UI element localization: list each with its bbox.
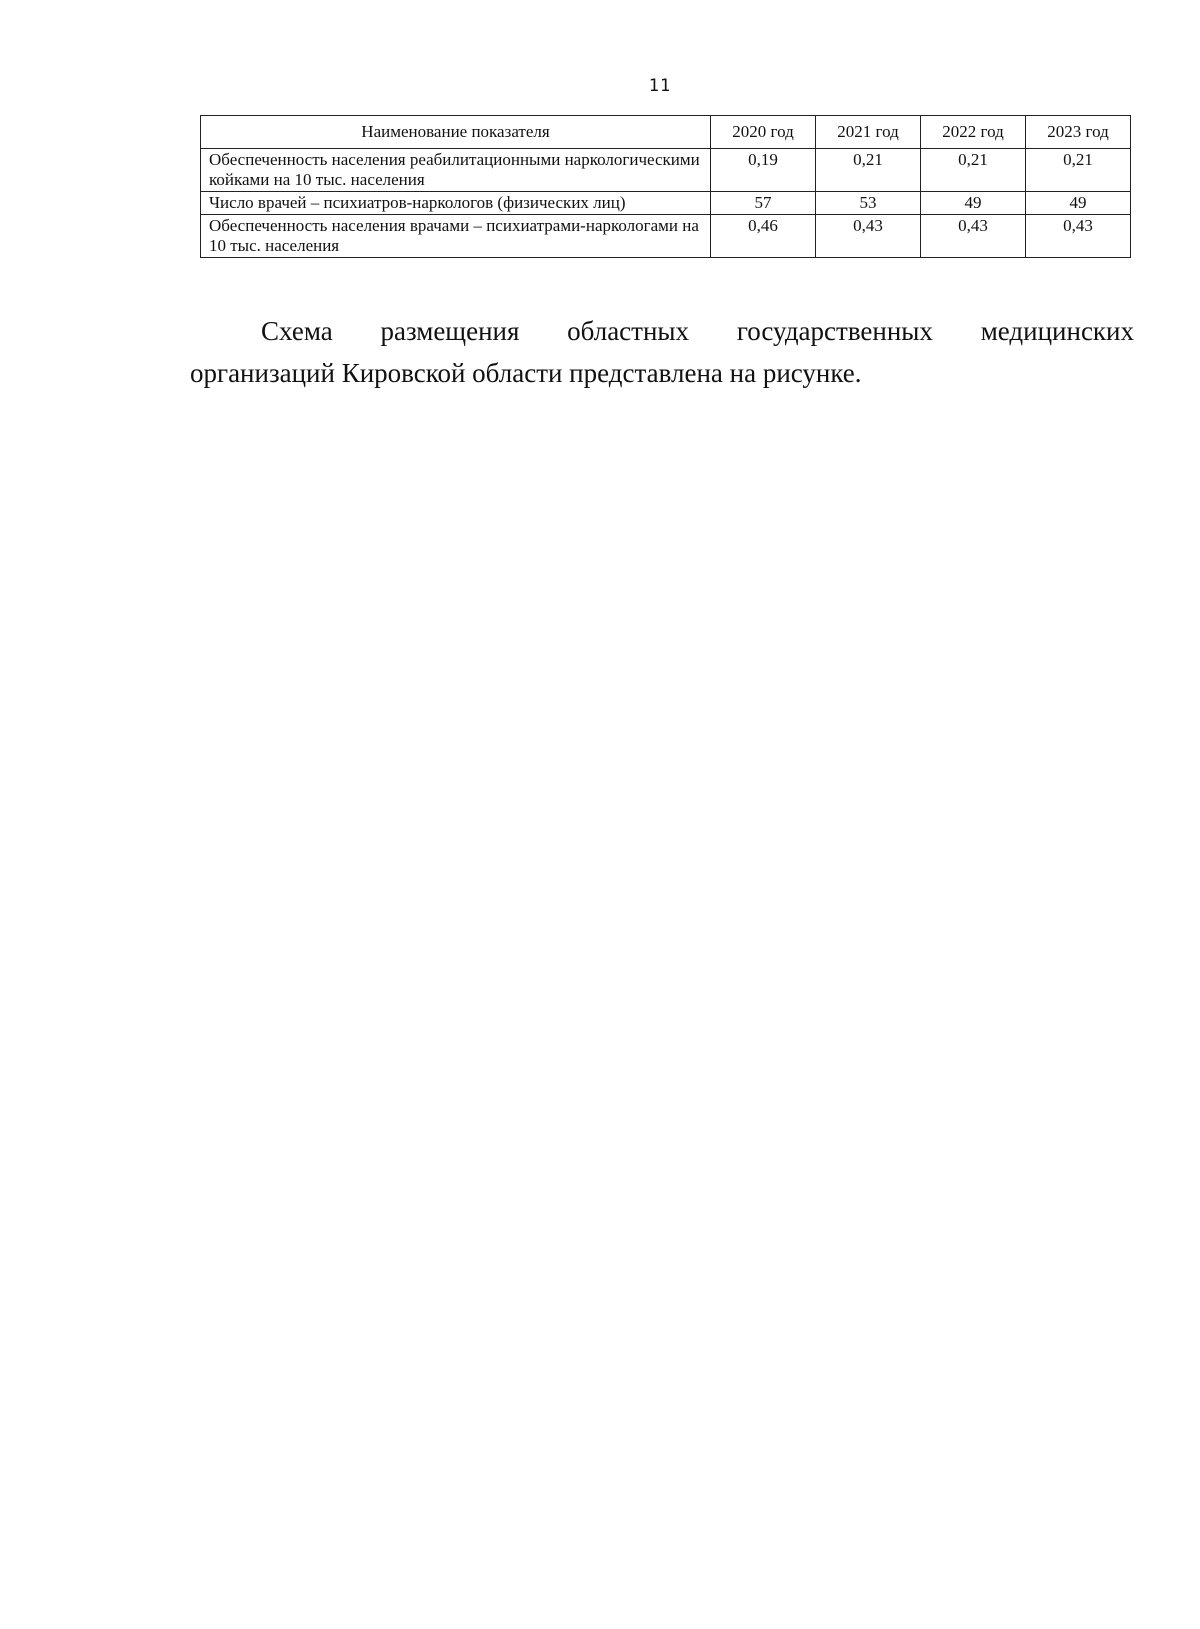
cell-value: 0,21 [921,149,1026,192]
paragraph-line: организаций Кировской области представлена на рисунке. [190,358,862,388]
row-label: Число врачей – психиатров-наркологов (физических лиц) [201,192,711,215]
cell-value: 0,21 [1026,149,1131,192]
column-header-2023: 2023 год [1026,116,1131,149]
column-header-2022: 2022 год [921,116,1026,149]
page-number: 11 [648,76,672,96]
paragraph-line: Схема размещения областных государственных медицинских [261,316,1134,346]
cell-value: 0,43 [921,215,1026,258]
row-label: Обеспеченность населения реабилитационными наркологическими койками на 10 тыс. населения [201,149,711,192]
cell-value: 0,43 [1026,215,1131,258]
column-header-indicator: Наименование показателя [201,116,711,149]
table-row [201,149,1131,192]
cell-value: 53 [816,192,921,215]
cell-value: 49 [1026,192,1131,215]
indicators-table [200,115,1131,258]
table-header-row [201,116,1131,149]
table-row [201,215,1131,258]
cell-value: 0,43 [816,215,921,258]
row-label: Обеспеченность населения врачами – психиатрами-наркологами на 10 тыс. населения [201,215,711,258]
column-header-2020: 2020 год [711,116,816,149]
cell-value: 49 [921,192,1026,215]
cell-value: 57 [711,192,816,215]
column-header-2021: 2021 год [816,116,921,149]
table-row [201,192,1131,215]
body-paragraph [190,310,1134,394]
cell-value: 0,46 [711,215,816,258]
cell-value: 0,19 [711,149,816,192]
cell-value: 0,21 [816,149,921,192]
